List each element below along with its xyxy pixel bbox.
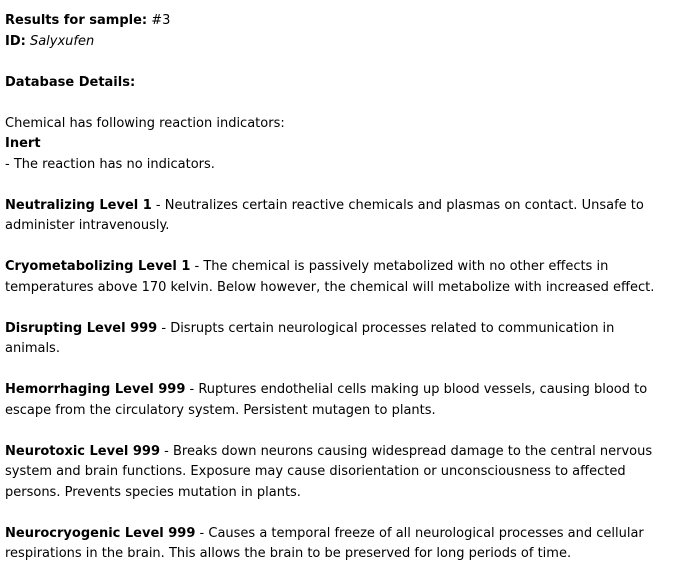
trait-name: Disrupting Level 999 [5,320,158,336]
report-body [5,11,667,565]
trait-name: Neutralizing Level 1 [5,197,152,213]
trait-desc: - Ruptures endothelial cells making up blood vessels, causing blood to escape from the circulatory system. Persistent mutagen to plants. [5,382,648,418]
trait-desc: - Causes a temporal freeze of all neurological processes and cellular respirations in the brain. This allows the brain to be preserved for long periods of time. [5,525,644,561]
id-value: Salyxufen [29,33,95,49]
indicator-name: Inert [5,136,41,151]
trait-name: Cryometabolizing Level 1 [5,259,191,274]
trait-entry [5,319,667,360]
trait-entry [5,196,667,237]
indicators-intro: Chemical has following reaction indicators: [5,115,285,131]
trait-name: Hemorrhaging Level 999 [5,382,186,397]
results-label: Results for sample: [5,13,148,28]
trait-entry [5,380,667,421]
trait-entry [5,257,667,298]
db-details-heading: Database Details: [5,74,136,90]
trait-desc: - Breaks down neurons causing widespread damage to the central nervous system and brain functions. Exposure may cause disorientation or unconsciousness to affected persons. Prevents species mutation in plants. [5,443,653,500]
trait-desc: - The chemical is passively metabolized with no other effects in temperatures above 170 kelvin. Below however, the chemical will metabolize with increased effect. [5,259,655,295]
results-line [5,11,667,32]
id-label: ID: [5,33,26,49]
trait-desc: - Neutralizes certain reactive chemicals and plasmas on contact. Unsafe to administer intravenously. [5,197,644,233]
indicator-desc: - The reaction has no indicators. [5,156,215,172]
trait-entry [5,442,667,504]
trait-name: Neurocryogenic Level 999 [5,525,196,541]
trait-entry [5,524,667,565]
trait-name: Neurotoxic Level 999 [5,443,161,459]
id-line [5,32,667,53]
results-value: #3 [151,13,171,28]
trait-desc: - Disrupts certain neurological processes related to communication in animals. [5,320,615,356]
